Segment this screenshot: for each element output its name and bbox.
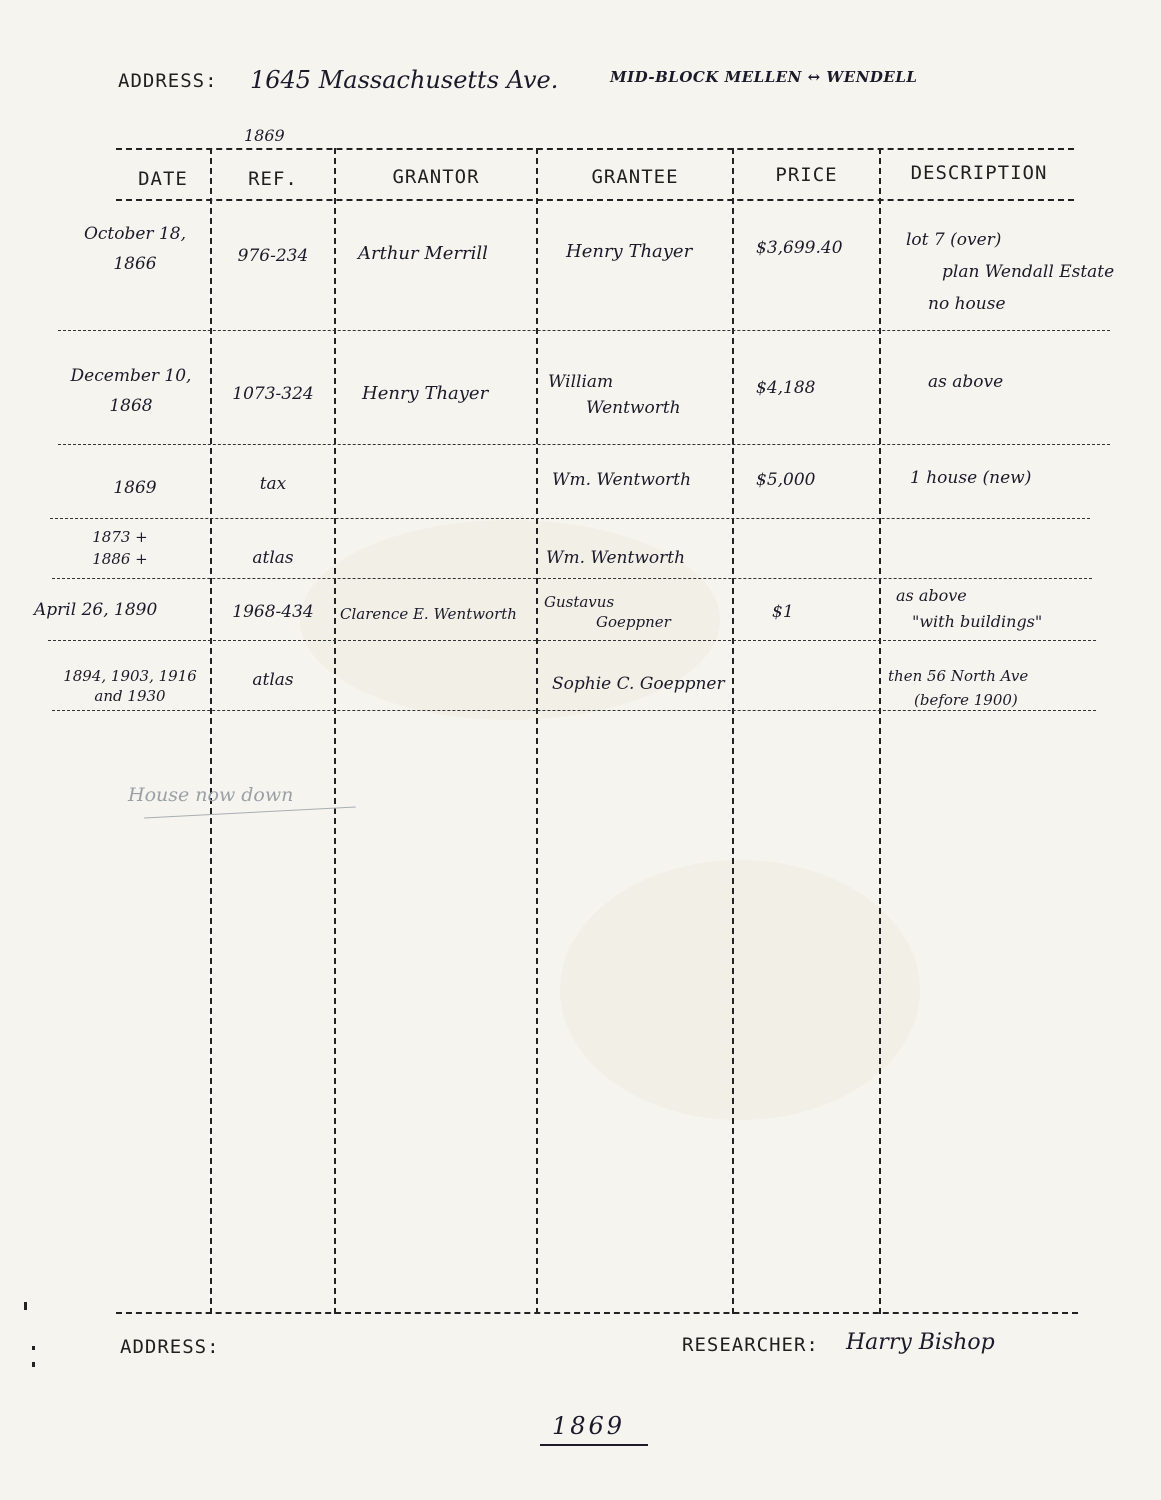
row-description-line: (before 1900) — [914, 691, 1018, 709]
row-grantee-line: Goeppner — [596, 613, 671, 631]
bottom-note: 1869 — [552, 1412, 626, 1440]
header-bottom-rule — [116, 199, 1074, 201]
row-description-line: no house — [928, 294, 1006, 314]
row-separator — [48, 640, 1096, 641]
row-separator — [58, 444, 1110, 445]
margin-mark — [32, 1346, 35, 1350]
row-grantee-line: William — [548, 372, 614, 392]
margin-mark — [24, 1302, 27, 1310]
row-price: $5,000 — [756, 470, 816, 490]
pencil-note: House now down — [128, 784, 294, 806]
row-separator — [52, 578, 1092, 579]
column-divider — [334, 148, 336, 1314]
row-grantee-line: Gustavus — [544, 593, 615, 611]
column-header-price: PRICE — [775, 164, 838, 186]
row-price: $1 — [772, 602, 794, 622]
table-row — [60, 526, 180, 570]
address-value: 1645 Massachusetts Ave. — [250, 66, 559, 94]
column-divider — [210, 148, 212, 1314]
column-header-grantor: GRANTOR — [392, 166, 480, 188]
row-separator — [58, 330, 1110, 331]
row-grantor: Henry Thayer — [362, 383, 489, 404]
table-top-rule — [116, 148, 1074, 150]
row-grantor: Arthur Merrill — [358, 243, 488, 264]
row-ref: atlas — [252, 548, 294, 568]
table-row — [52, 364, 210, 418]
column-header-date: DATE — [138, 168, 188, 190]
row-date-line: 1894, 1903, 1916 — [63, 667, 197, 685]
row-date-line: 1866 — [113, 254, 157, 274]
column-divider — [879, 148, 881, 1314]
table-row — [60, 222, 210, 276]
row-ref: atlas — [252, 670, 294, 690]
address-label: ADDRESS: — [118, 70, 218, 92]
column-header-grantee: GRANTEE — [591, 166, 679, 188]
column-divider — [536, 148, 538, 1314]
researcher-label: RESEARCHER: — [682, 1334, 819, 1356]
margin-mark — [32, 1362, 35, 1367]
column-divider — [732, 148, 734, 1314]
row-date-line: December 10, — [70, 366, 192, 386]
address-note: MID-BLOCK MELLEN ↔ WENDELL — [610, 68, 918, 86]
row-description-line: as above — [928, 372, 1004, 392]
row-separator — [50, 518, 1090, 519]
row-ref: tax — [259, 474, 287, 494]
row-ref: 976-234 — [237, 246, 309, 266]
row-description-line: plan Wendall Estate — [942, 262, 1115, 282]
row-date-line: 1868 — [109, 396, 153, 416]
bottom-note-underline — [540, 1444, 648, 1446]
row-price: $4,188 — [756, 378, 816, 398]
pencil-underline — [144, 806, 356, 818]
row-date-line: April 26, 1890 — [34, 600, 158, 620]
row-date-line: and 1930 — [94, 687, 166, 705]
row-ref: 1968-434 — [232, 602, 314, 622]
column-header-ref: REF. — [248, 168, 298, 190]
row-grantee: Wm. Wentworth — [552, 470, 692, 490]
row-date-line: 1873 + — [92, 528, 148, 546]
ref-year-note: 1869 — [244, 126, 285, 145]
paper-stain — [560, 860, 920, 1120]
row-grantee: Wm. Wentworth — [546, 548, 686, 568]
row-date-line: 1886 + — [92, 550, 148, 568]
row-description-line: "with buildings" — [912, 612, 1043, 631]
row-description-line: then 56 North Ave — [888, 667, 1029, 685]
researcher-name: Harry Bishop — [846, 1330, 995, 1355]
table-row — [50, 666, 210, 706]
row-grantor: Clarence E. Wentworth — [340, 605, 517, 623]
row-grantee: Sophie C. Goeppner — [552, 674, 725, 694]
row-description-line: lot 7 (over) — [906, 230, 1002, 250]
column-header-description: DESCRIPTION — [910, 162, 1048, 184]
row-grantee-line: Wentworth — [586, 398, 681, 418]
footer-address-label: ADDRESS: — [120, 1336, 220, 1358]
row-ref: 1073-324 — [232, 384, 314, 404]
row-grantee: Henry Thayer — [566, 241, 693, 262]
row-price: $3,699.40 — [756, 238, 843, 258]
row-description-line: 1 house (new) — [910, 468, 1032, 488]
row-date-line: October 18, — [83, 224, 187, 244]
row-description-line: as above — [896, 586, 967, 605]
row-date-line: 1869 — [113, 478, 157, 498]
table-bottom-rule — [116, 1312, 1078, 1314]
